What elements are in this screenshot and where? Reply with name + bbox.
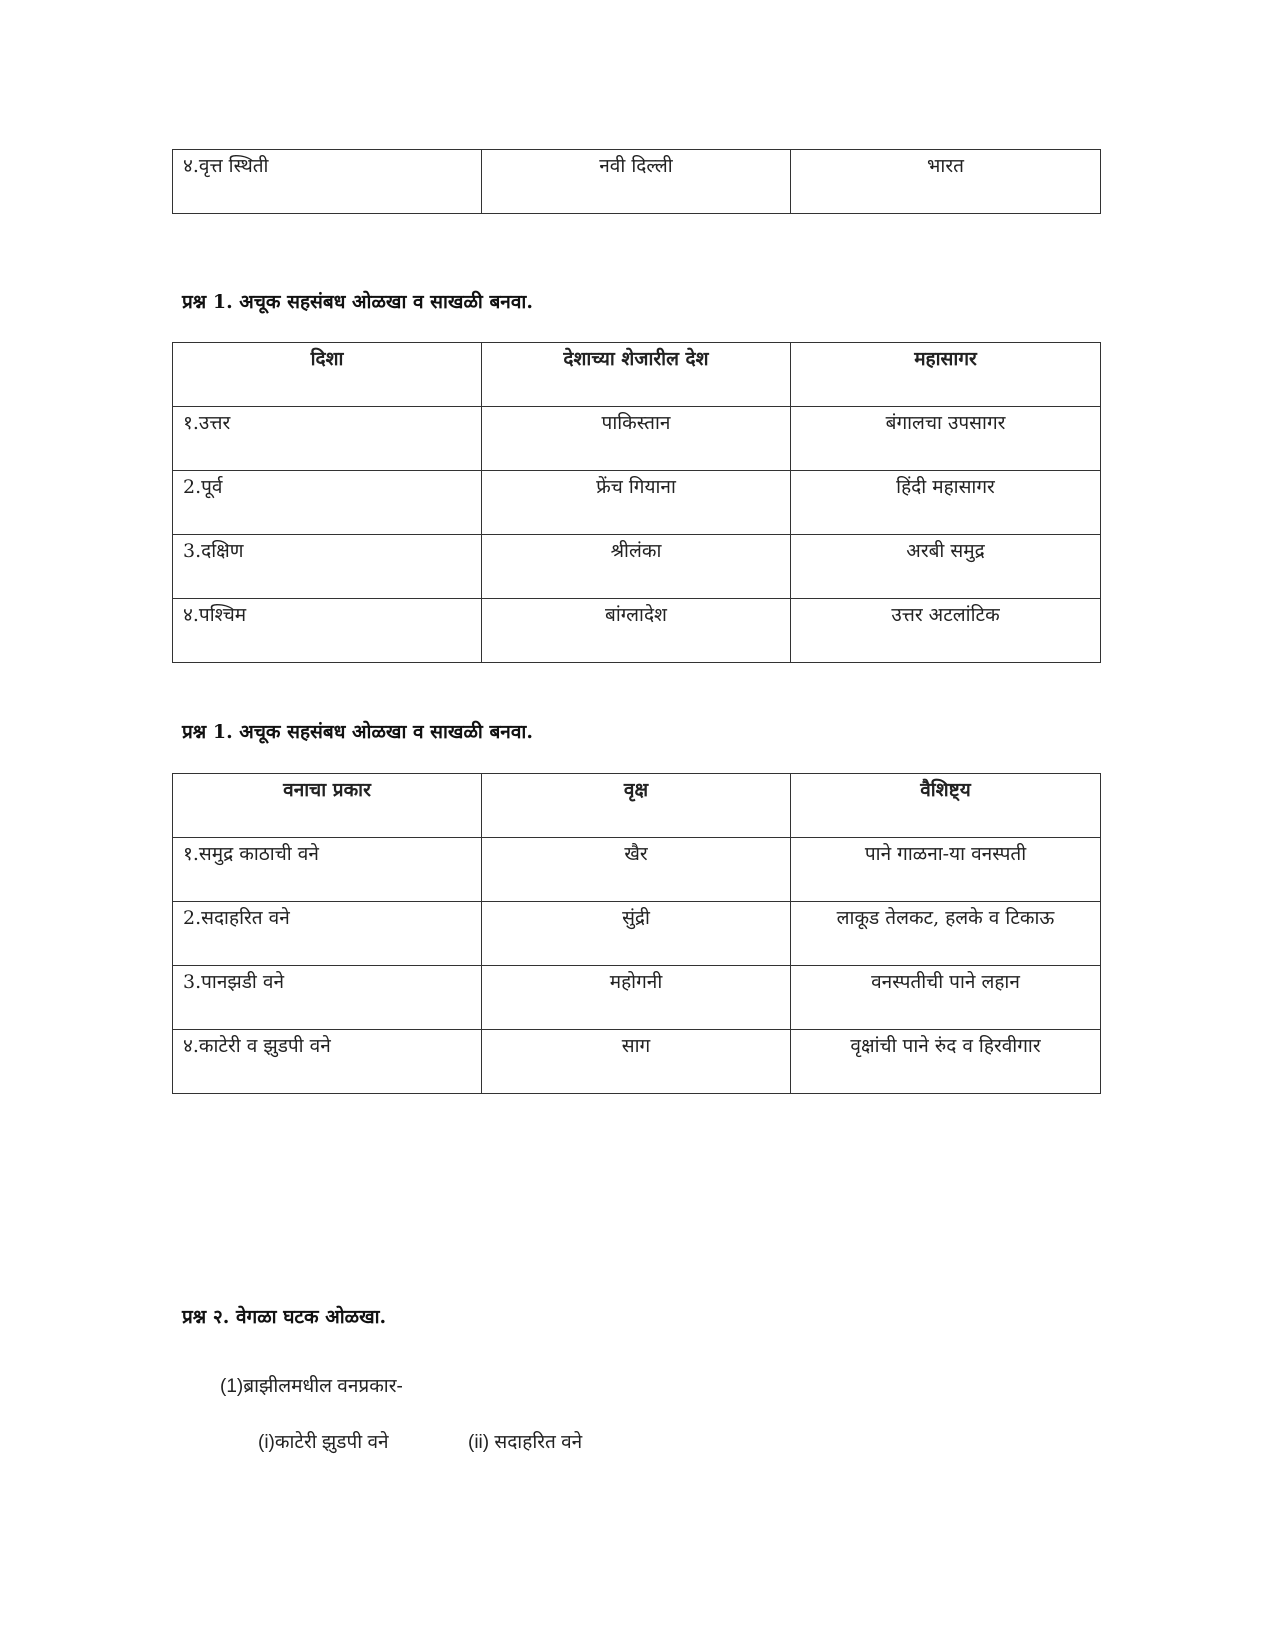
table-row — [173, 966, 1101, 1030]
question-text: (1)ब्राझीलमधील वनप्रकार- — [220, 1376, 403, 1397]
cell: उत्तर अटलांटिक — [791, 599, 1101, 663]
top-table — [172, 149, 1101, 214]
section1-heading: प्रश्न 1. अचूक सहसंबध ओळखा व साखळी बनवा. — [182, 291, 533, 313]
cell: ४.पश्चिम — [173, 599, 482, 663]
table-header-row — [173, 774, 1101, 838]
section2-heading: प्रश्न 1. अचूक सहसंबध ओळखा व साखळी बनवा. — [182, 721, 533, 743]
cell: 2.पूर्व — [173, 471, 482, 535]
cell: महोगनी — [482, 966, 791, 1030]
cell: पाने गाळना-या वनस्पती — [791, 838, 1101, 902]
cell: पाकिस्तान — [482, 407, 791, 471]
cell: वनस्पतीची पाने लहान — [791, 966, 1101, 1030]
option-ii: (ii) सदाहरित वने — [468, 1432, 583, 1453]
cell: वृक्षांची पाने रुंद व हिरवीगार — [791, 1030, 1101, 1094]
cell: ४.वृत्त स्थिती — [173, 150, 482, 214]
column-header: वृक्ष — [482, 774, 791, 838]
cell: बांग्लादेश — [482, 599, 791, 663]
column-header: वनाचा प्रकार — [173, 774, 482, 838]
table-row — [173, 150, 1101, 214]
option-i: (i)काटेरी झुडपी वने — [258, 1432, 389, 1453]
table-row — [173, 902, 1101, 966]
table-row — [173, 535, 1101, 599]
column-header: महासागर — [791, 343, 1101, 407]
table-row — [173, 407, 1101, 471]
cell: 3.दक्षिण — [173, 535, 482, 599]
cell: नवी दिल्ली — [482, 150, 791, 214]
table-row — [173, 838, 1101, 902]
cell: खैर — [482, 838, 791, 902]
cell: श्रीलंका — [482, 535, 791, 599]
table-header-row — [173, 343, 1101, 407]
cell: हिंदी महासागर — [791, 471, 1101, 535]
column-header: वैशिष्ट्य — [791, 774, 1101, 838]
cell: १.उत्तर — [173, 407, 482, 471]
cell: फ्रेंच गियाना — [482, 471, 791, 535]
table-row — [173, 1030, 1101, 1094]
section3-heading: प्रश्न २. वेगळा घटक ओळखा. — [182, 1306, 387, 1328]
cell: 2.सदाहरित वने — [173, 902, 482, 966]
forests-table — [172, 773, 1101, 1094]
column-header: दिशा — [173, 343, 482, 407]
cell: अरबी समुद्र — [791, 535, 1101, 599]
table-row — [173, 599, 1101, 663]
cell: 3.पानझडी वने — [173, 966, 482, 1030]
cell: १.समुद्र काठाची वने — [173, 838, 482, 902]
cell: भारत — [791, 150, 1101, 214]
cell: लाकूड तेलकट, हलके व टिकाऊ — [791, 902, 1101, 966]
cell: ४.काटेरी व झुडपी वने — [173, 1030, 482, 1094]
table-row — [173, 471, 1101, 535]
cell: साग — [482, 1030, 791, 1094]
cell: बंगालचा उपसागर — [791, 407, 1101, 471]
cell: सुंद्री — [482, 902, 791, 966]
column-header: देशाच्या शेजारील देश — [482, 343, 791, 407]
directions-table — [172, 342, 1101, 663]
